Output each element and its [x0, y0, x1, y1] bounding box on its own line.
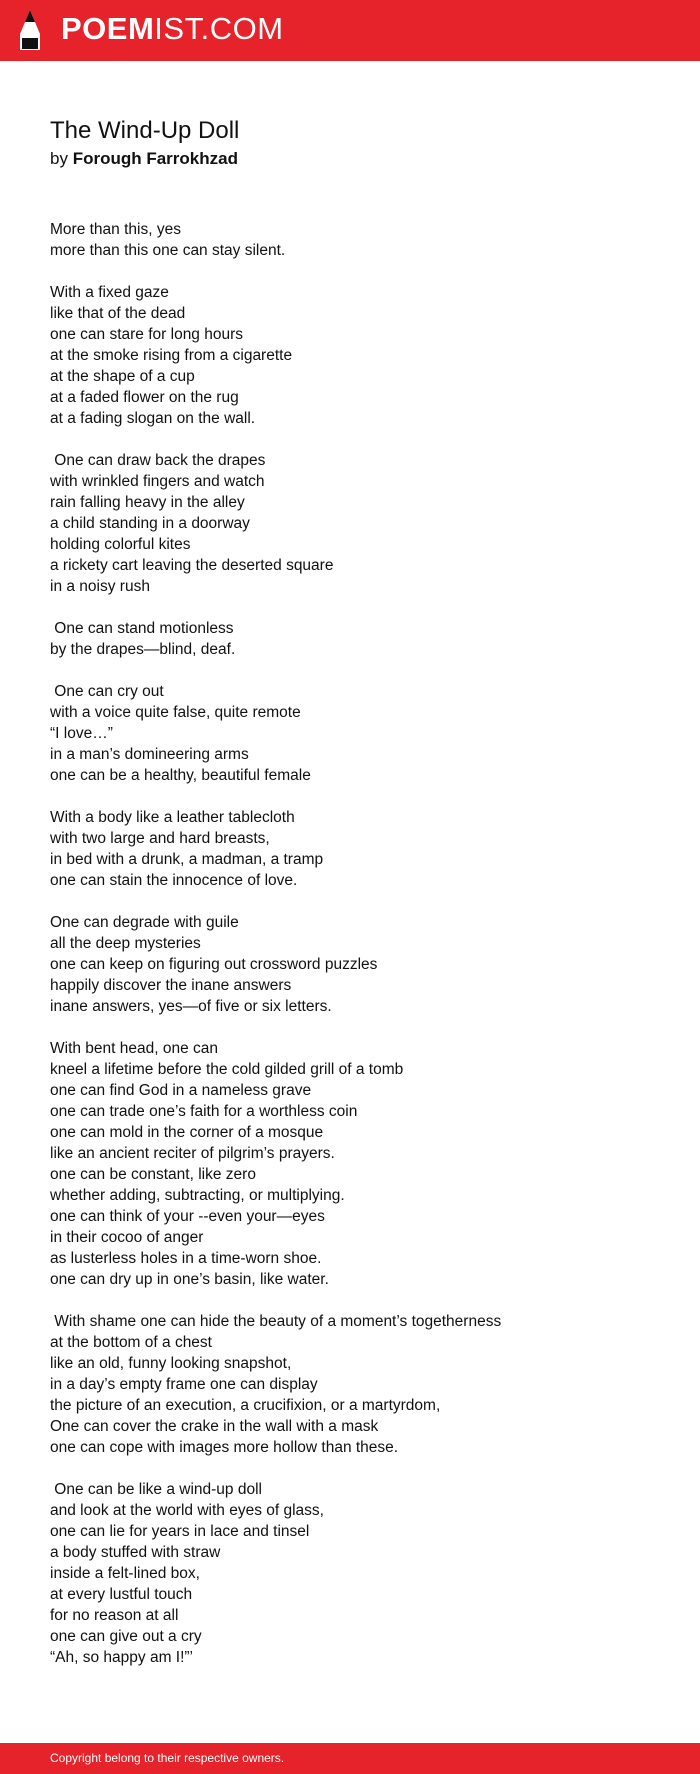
stanza-break [50, 660, 670, 681]
site-footer [0, 1743, 700, 1774]
stanza-break [50, 1017, 670, 1038]
by-label: by [50, 149, 68, 168]
poem-line: with two large and hard breasts, [50, 830, 270, 847]
stanza-break [50, 429, 670, 450]
poem-line: like an old, funny looking snapshot, [50, 1355, 292, 1372]
poem-line: “I love…” [50, 725, 113, 742]
poem-line: One can cry out [50, 683, 164, 700]
poem-line: one can stain the innocence of love. [50, 872, 298, 889]
poem-line: With shame one can hide the beauty of a moment’s togetherness [50, 1313, 502, 1330]
poem-line: a body stuffed with straw [50, 1544, 221, 1561]
poem-line: like that of the dead [50, 305, 186, 322]
poem-line: one can lie for years in lace and tinsel [50, 1523, 310, 1540]
poem-line: With bent head, one can [50, 1040, 219, 1057]
poem-line: whether adding, subtracting, or multiplying. [50, 1187, 345, 1204]
poem-line: at a fading slogan on the wall. [50, 410, 256, 427]
poem-line: and look at the world with eyes of glass, [50, 1502, 324, 1519]
poem-line: at a faded flower on the rug [50, 389, 239, 406]
poem-line: One can be like a wind-up doll [50, 1481, 262, 1498]
poem-line: a rickety cart leaving the deserted square [50, 557, 334, 574]
pen-nib-logo-icon[interactable] [17, 8, 43, 52]
poem-line: One can cover the crake in the wall with a mask [50, 1418, 379, 1435]
poem-line: one can cope with images more hollow than these. [50, 1439, 399, 1456]
poem-line: one can think of your --even your—eyes [50, 1208, 325, 1225]
poem-line: at the bottom of a chest [50, 1334, 212, 1351]
site-logo-link[interactable] [61, 11, 284, 47]
poem-line: One can degrade with guile [50, 914, 239, 931]
stanza-break [50, 1290, 670, 1311]
stanza-break [50, 597, 670, 618]
poem-line: like an ancient reciter of pilgrim’s prayers. [50, 1145, 335, 1162]
poem-line: at the shape of a cup [50, 368, 195, 385]
author-name: Forough Farrokhzad [72, 149, 238, 168]
poem-line: one can give out a cry [50, 1628, 202, 1645]
poem-line: With a fixed gaze [50, 284, 169, 301]
poem-line: with wrinkled fingers and watch [50, 473, 265, 490]
poem-line: One can stand motionless [50, 620, 234, 637]
poem-line: one can keep on figuring out crossword puzzles [50, 956, 378, 973]
poem-line: With a body like a leather tablecloth [50, 809, 295, 826]
poem-line: one can be constant, like zero [50, 1166, 256, 1183]
poem-line: at every lustful touch [50, 1586, 193, 1603]
poem-line: in a noisy rush [50, 578, 150, 595]
poem-line: with a voice quite false, quite remote [50, 704, 301, 721]
poem-line: by the drapes—blind, deaf. [50, 641, 236, 658]
copyright-text: Copyright belong to their respective owners. [50, 1751, 285, 1765]
poem-line: more than this one can stay silent. [50, 242, 286, 259]
poem-line: More than this, yes [50, 221, 181, 238]
poem-line: one can dry up in one’s basin, like water. [50, 1271, 329, 1288]
logo-light-text: IST.COM [154, 11, 284, 46]
poem-line: at the smoke rising from a cigarette [50, 347, 293, 364]
byline [50, 148, 238, 170]
poem-line: the picture of an execution, a crucifixion, or a martyrdom, [50, 1397, 441, 1414]
poem-line: inside a felt-lined box, [50, 1565, 200, 1582]
poem-line: happily discover the inane answers [50, 977, 292, 994]
poem-line: one can mold in the corner of a mosque [50, 1124, 324, 1141]
stanza-break [50, 786, 670, 807]
poem-line: for no reason at all [50, 1607, 179, 1624]
poem-line: one can trade one’s faith for a worthless coin [50, 1103, 358, 1120]
poem-line: one can be a healthy, beautiful female [50, 767, 311, 784]
stanza-break [50, 1458, 670, 1479]
poem-line: in bed with a drunk, a madman, a tramp [50, 851, 324, 868]
stanza-break [50, 891, 670, 912]
poem-line: one can find God in a nameless grave [50, 1082, 312, 1099]
poem-line: in their cocoo of anger [50, 1229, 204, 1246]
poem-line: “Ah, so happy am I!”’ [50, 1649, 194, 1666]
poem-line: a child standing in a doorway [50, 515, 250, 532]
poem-line: kneel a lifetime before the cold gilded grill of a tomb [50, 1061, 404, 1078]
poem-line: as lusterless holes in a time-worn shoe. [50, 1250, 322, 1267]
poem-body [50, 219, 670, 1668]
logo-bold-text: POEM [61, 11, 155, 46]
poem-line: inane answers, yes—of five or six letters. [50, 998, 332, 1015]
poem-line: one can stare for long hours [50, 326, 244, 343]
poem-line: One can draw back the drapes [50, 452, 266, 469]
stanza-break [50, 261, 670, 282]
poem-line: rain falling heavy in the alley [50, 494, 245, 511]
poem-line: in a day’s empty frame one can display [50, 1376, 318, 1393]
poem-line: all the deep mysteries [50, 935, 201, 952]
poem-title: The Wind-Up Doll [50, 117, 240, 144]
poem-line: in a man’s domineering arms [50, 746, 249, 763]
site-header [0, 0, 700, 61]
poem-line: holding colorful kites [50, 536, 191, 553]
